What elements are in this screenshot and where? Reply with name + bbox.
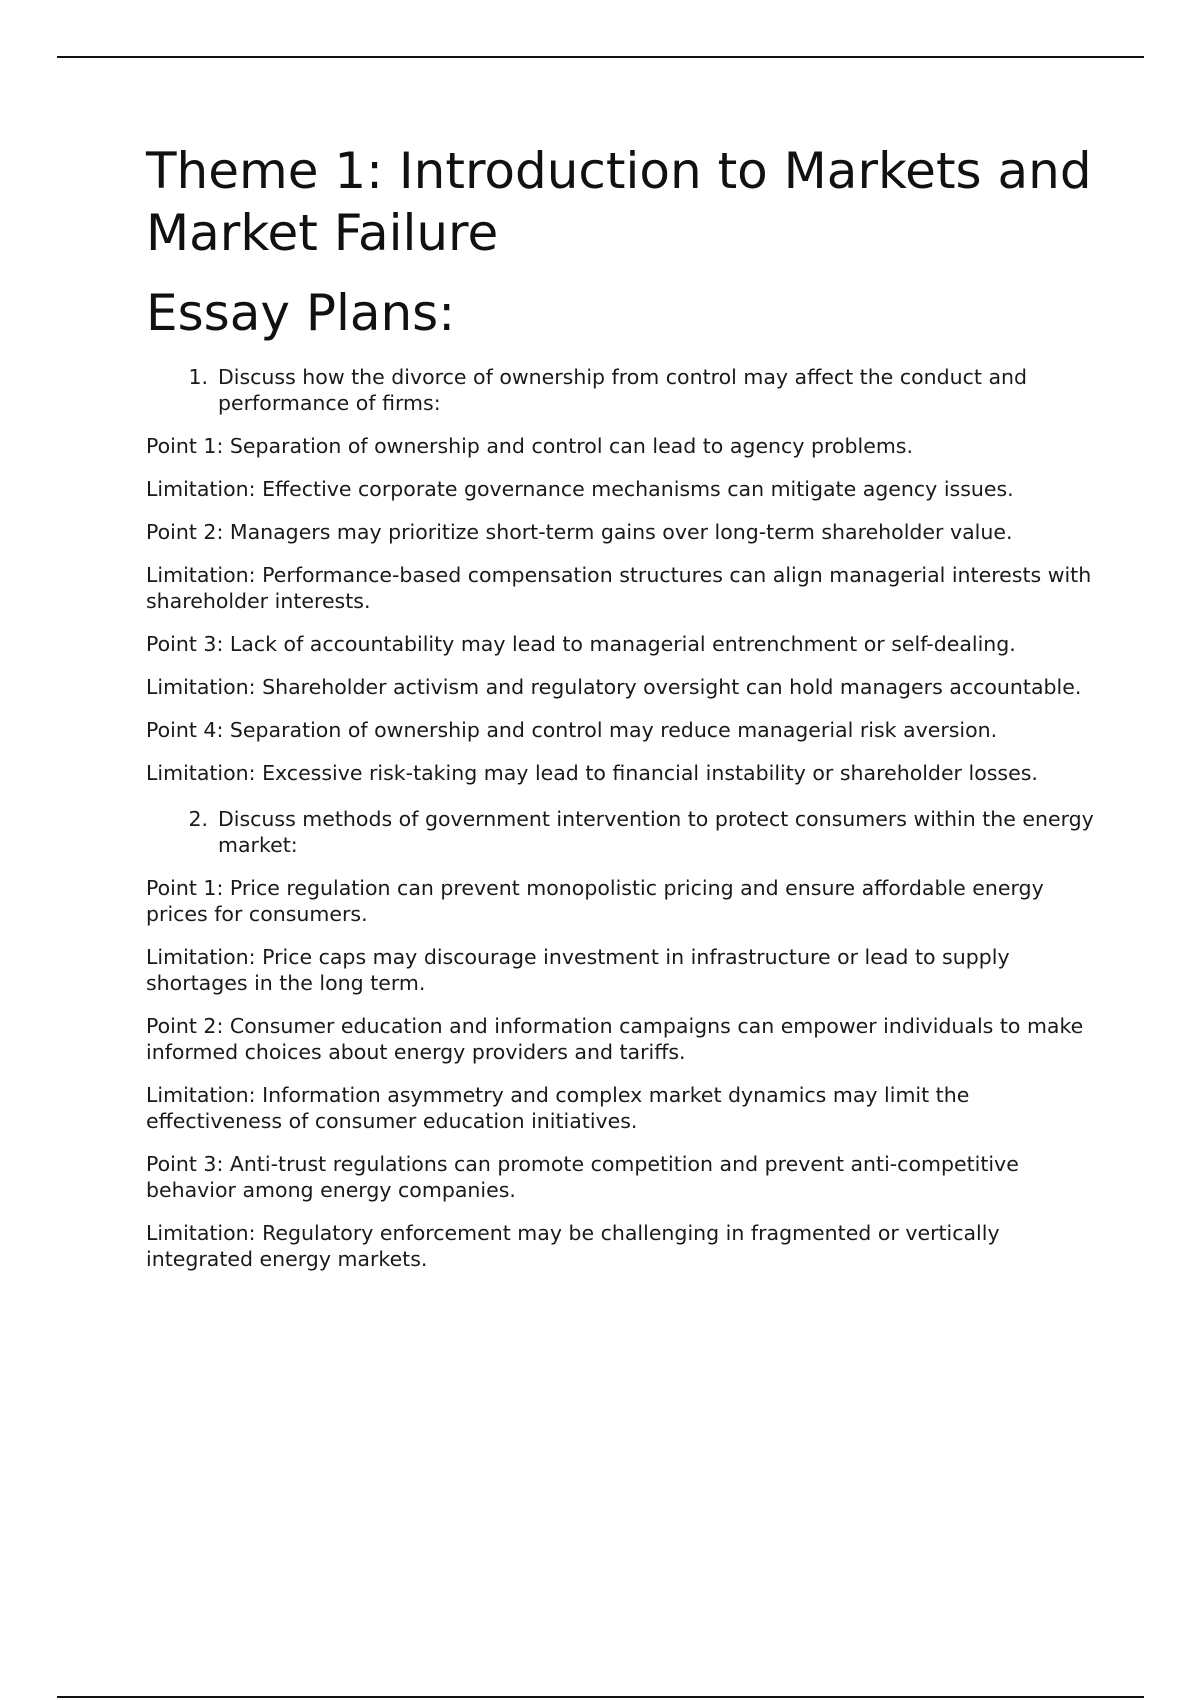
top-rule	[57, 56, 1144, 58]
limitation-paragraph: Limitation: Effective corporate governance mechanisms can mitigate agency issues.	[146, 477, 1014, 501]
document-title: Theme 1: Introduction to Markets and Market Failure	[146, 142, 1092, 262]
limitation-paragraph: Limitation: Excessive risk-taking may lead to financial instability or shareholder losses.	[146, 761, 1038, 785]
limitation-paragraph: Limitation: Performance-based compensation structures can align managerial interests with shareholder interests.	[146, 563, 1092, 613]
section-2	[146, 806, 1096, 1272]
point-paragraph: Point 3: Anti-trust regulations can promote competition and prevent anti-competitive behavior among energy companies.	[146, 1152, 1019, 1202]
question-item	[146, 364, 1096, 416]
limitation-paragraph: Limitation: Regulatory enforcement may be challenging in fragmented or vertically integrated energy markets.	[146, 1221, 1000, 1271]
question-item	[146, 806, 1096, 858]
point-paragraph: Point 3: Lack of accountability may lead to managerial entrenchment or self-dealing.	[146, 632, 1016, 656]
question-number: 1.	[188, 365, 208, 389]
point-paragraph: Point 2: Managers may prioritize short-term gains over long-term shareholder value.	[146, 520, 1013, 544]
section-1	[146, 364, 1096, 786]
question-text: Discuss how the divorce of ownership from control may affect the conduct and performance of firms:	[218, 365, 1028, 415]
point-paragraph: Point 2: Consumer education and information campaigns can empower individuals to make informed choices about energy providers and tariffs.	[146, 1014, 1084, 1064]
limitation-paragraph: Limitation: Price caps may discourage investment in infrastructure or lead to supply shortages in the long term.	[146, 945, 1010, 995]
limitation-paragraph: Limitation: Shareholder activism and regulatory oversight can hold managers accountable.	[146, 675, 1082, 699]
limitation-paragraph: Limitation: Information asymmetry and complex market dynamics may limit the effectiveness of consumer education initiatives.	[146, 1083, 970, 1133]
question-number: 2.	[188, 807, 208, 831]
document-body	[146, 140, 1096, 1272]
document-subtitle: Essay Plans:	[146, 284, 456, 342]
bottom-rule	[57, 1696, 1144, 1698]
point-paragraph: Point 4: Separation of ownership and control may reduce managerial risk aversion.	[146, 718, 998, 742]
point-paragraph: Point 1: Price regulation can prevent monopolistic pricing and ensure affordable energy prices for consumers.	[146, 876, 1044, 926]
point-paragraph: Point 1: Separation of ownership and control can lead to agency problems.	[146, 434, 913, 458]
question-text: Discuss methods of government intervention to protect consumers within the energy market:	[218, 807, 1094, 857]
